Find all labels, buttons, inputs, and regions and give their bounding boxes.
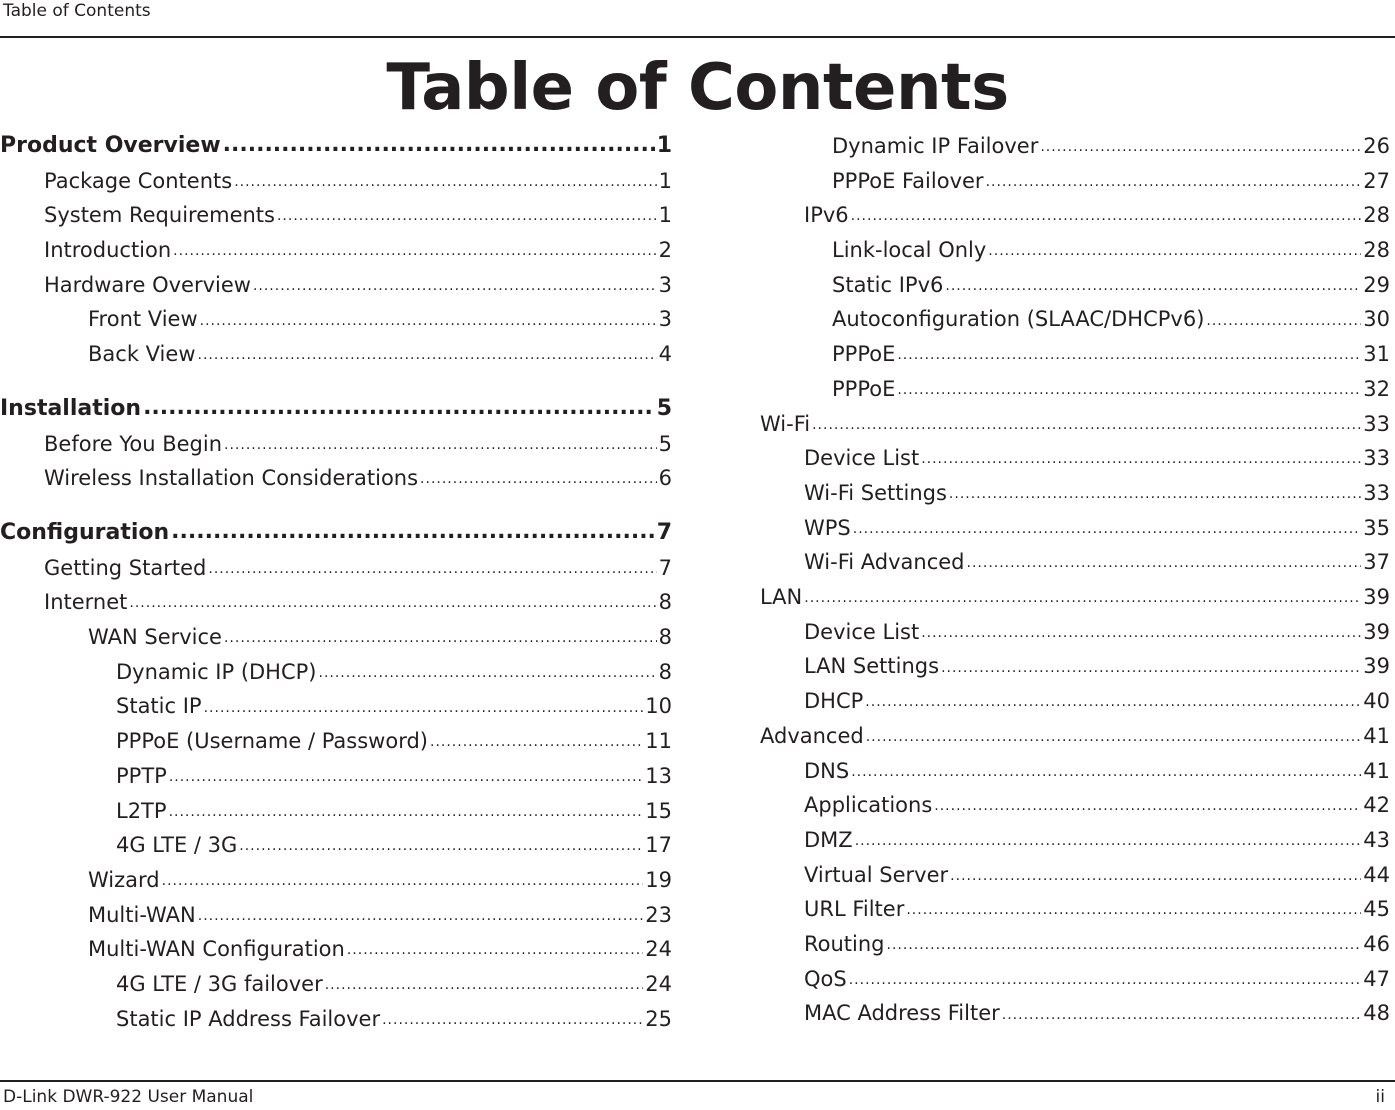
toc-entry[interactable] — [760, 159, 1390, 193]
toc-entry-page: 3 — [658, 272, 672, 297]
toc-entry[interactable] — [0, 615, 672, 649]
toc-entry[interactable] — [760, 124, 1390, 158]
toc-entry-page: 24 — [645, 937, 672, 962]
toc-entry-page: 43 — [1363, 827, 1390, 852]
running-header: Table of Contents — [3, 1, 151, 21]
toc-entry-page: 4 — [658, 342, 672, 367]
footer-manual-name: D-Link DWR-922 User Manual — [3, 1087, 254, 1107]
dot-leader — [1002, 1008, 1361, 1026]
toc-entry[interactable] — [0, 789, 672, 823]
toc-entry-page: 32 — [1363, 376, 1390, 401]
toc-entry[interactable] — [760, 575, 1390, 609]
toc-entry-title: Hardware Overview — [44, 272, 251, 297]
toc-entry-page: 3 — [658, 307, 672, 332]
toc-entry-page: 7 — [658, 555, 672, 580]
toc-entry-title: Before You Begin — [44, 431, 223, 456]
toc-entry-page: 10 — [645, 694, 672, 719]
toc-entry-title: Static IP Address Failover — [116, 1006, 381, 1031]
toc-entry[interactable] — [760, 263, 1390, 297]
dot-leader — [866, 730, 1362, 748]
toc-entry[interactable] — [760, 992, 1390, 1026]
toc-entry[interactable] — [0, 387, 672, 421]
dot-leader — [208, 562, 656, 580]
toc-entry[interactable] — [760, 853, 1390, 887]
toc-entry[interactable] — [760, 783, 1390, 817]
toc-entry-page: 2 — [658, 238, 672, 262]
dot-leader — [851, 765, 1361, 783]
toc-entry-title: LAN Settings — [804, 654, 940, 679]
toc-entry[interactable] — [0, 263, 672, 297]
toc-entry-title: Wizard — [88, 867, 160, 892]
dot-leader — [887, 938, 1362, 956]
toc-entry-title: Multi-WAN Configuration — [88, 937, 345, 962]
dot-leader — [204, 701, 644, 719]
toc-entry-title: Wi-Fi Settings — [804, 480, 947, 505]
toc-entry[interactable] — [760, 610, 1390, 644]
dot-leader — [1040, 140, 1361, 158]
toc-entry[interactable] — [0, 823, 672, 857]
toc-entry-page: 6 — [658, 466, 672, 491]
toc-entry-page: 23 — [645, 902, 672, 927]
dot-leader — [382, 1013, 643, 1031]
toc-entry-page: 41 — [1363, 758, 1390, 783]
toc-entry[interactable] — [0, 511, 672, 545]
footer-page-number: ii — [1375, 1087, 1385, 1107]
dot-leader — [934, 799, 1361, 817]
dot-leader — [855, 834, 1362, 852]
toc-entry-title: Package Contents — [44, 168, 233, 193]
dot-leader — [239, 839, 643, 857]
toc-entry-title: Installation — [0, 395, 142, 421]
dot-leader — [234, 175, 656, 193]
toc-entry-page: 42 — [1363, 793, 1390, 818]
page-title: Table of Contents — [386, 51, 1009, 125]
toc-entry[interactable] — [0, 685, 672, 719]
dot-leader — [143, 397, 655, 421]
dot-leader — [851, 209, 1362, 227]
toc-entry-title: LAN — [760, 585, 803, 609]
toc-entry[interactable] — [760, 714, 1390, 748]
toc-entry[interactable] — [0, 927, 672, 961]
toc-entry-title: L2TP — [116, 798, 167, 823]
toc-entry-title: Front View — [88, 307, 198, 332]
toc-entry[interactable] — [760, 298, 1390, 332]
dot-leader — [169, 770, 643, 788]
toc-entry-title: QoS — [804, 966, 847, 991]
toc-entry[interactable] — [760, 645, 1390, 679]
toc-entry-title: Back View — [88, 342, 196, 367]
toc-entry[interactable] — [760, 436, 1390, 470]
dot-leader — [853, 522, 1362, 540]
toc-entry[interactable] — [760, 367, 1390, 401]
toc-entry[interactable] — [0, 754, 672, 788]
toc-entry[interactable] — [0, 893, 672, 927]
toc-entry[interactable] — [760, 193, 1390, 227]
dot-leader — [347, 943, 643, 961]
dot-leader — [812, 418, 1361, 436]
toc-entry-page: 30 — [1363, 307, 1390, 332]
toc-entry-page: 28 — [1363, 238, 1390, 262]
toc-entry[interactable] — [0, 124, 672, 158]
toc-entry-title: Applications — [804, 793, 933, 818]
toc-entry-page: 39 — [1363, 585, 1390, 609]
toc-entry-page: 44 — [1363, 862, 1390, 887]
toc-entry-page: 15 — [645, 798, 672, 823]
toc-entry[interactable] — [0, 580, 672, 614]
toc-entry[interactable] — [0, 422, 672, 456]
dot-leader — [224, 438, 657, 456]
toc-entry-page: 39 — [1363, 654, 1390, 679]
dot-leader — [162, 874, 644, 892]
toc-entry-page: 1 — [656, 132, 672, 158]
toc-entry-title: Wi-Fi — [760, 411, 811, 436]
toc-entry-title: Configuration — [0, 519, 170, 545]
toc-entry-title: URL Filter — [804, 897, 905, 922]
dot-leader — [921, 626, 1361, 644]
dot-leader — [200, 314, 657, 332]
toc-entry-page: 39 — [1363, 619, 1390, 644]
toc-entry[interactable] — [760, 402, 1390, 436]
toc-entry-page: 8 — [658, 590, 672, 615]
toc-entry-title: Multi-WAN — [88, 902, 196, 927]
dot-leader — [325, 978, 644, 996]
toc-entry-page: 35 — [1363, 515, 1390, 540]
dot-leader — [198, 348, 657, 366]
toc-entry[interactable] — [760, 506, 1390, 540]
toc-entry-title: Getting Started — [44, 555, 207, 580]
toc-entry[interactable] — [0, 298, 672, 332]
toc-entry[interactable] — [760, 540, 1390, 574]
toc-entry-title: Device List — [804, 446, 920, 471]
toc-entry-page: 46 — [1363, 932, 1390, 956]
toc-entry-title: PPPoE — [832, 342, 896, 367]
toc-entry[interactable] — [0, 997, 672, 1031]
toc-entry-title: Dynamic IP (DHCP) — [116, 659, 317, 684]
toc-entry-page: 48 — [1363, 1001, 1390, 1026]
toc-entry-page: 13 — [645, 763, 672, 788]
toc-entry[interactable] — [760, 471, 1390, 505]
toc-entry-title: MAC Address Filter — [804, 1001, 1000, 1026]
toc-entry[interactable] — [0, 228, 672, 262]
toc-entry-title: System Requirements — [44, 203, 275, 228]
toc-entry-title: Advanced — [760, 723, 864, 748]
toc-entry[interactable] — [760, 922, 1390, 956]
dot-leader — [224, 631, 657, 649]
dot-leader — [941, 661, 1361, 679]
toc-entry-page: 8 — [658, 625, 672, 649]
dot-leader — [319, 666, 657, 684]
toc-entry-title: Device List — [804, 619, 920, 644]
dot-leader — [949, 487, 1361, 505]
toc-entry-title: Dynamic IP Failover — [832, 133, 1039, 158]
toc-entry-page: 19 — [645, 867, 672, 892]
toc-entry-page: 1 — [658, 203, 672, 228]
toc-entry-page: 33 — [1363, 446, 1390, 471]
dot-leader — [986, 175, 1362, 193]
toc-entry-title: Introduction — [44, 238, 172, 262]
dot-leader — [988, 244, 1361, 262]
toc-entry-page: 24 — [645, 972, 672, 996]
toc-entry[interactable] — [760, 228, 1390, 262]
toc-entry-page: 45 — [1363, 897, 1390, 922]
toc-entry-title: PPPoE — [832, 376, 896, 401]
toc-entry-page: 27 — [1363, 168, 1390, 193]
toc-entry-page: 5 — [658, 431, 672, 456]
toc-entry[interactable] — [760, 887, 1390, 921]
toc-entry[interactable] — [0, 719, 672, 753]
toc-entry-title: WPS — [804, 515, 851, 540]
dot-leader — [945, 279, 1361, 297]
toc-entry-title: 4G LTE / 3G failover — [116, 972, 323, 996]
toc-entry[interactable] — [760, 957, 1390, 991]
dot-leader — [129, 596, 656, 614]
dot-leader — [171, 521, 655, 545]
dot-leader — [897, 348, 1361, 366]
footer-rule — [0, 1080, 1395, 1082]
dot-leader — [169, 805, 644, 823]
toc-entry-page: 33 — [1363, 480, 1390, 505]
toc-entry-page: 37 — [1363, 550, 1390, 575]
toc-entry-title: Internet — [44, 590, 128, 615]
dot-leader — [198, 909, 644, 927]
toc-entry-title: 4G LTE / 3G — [116, 833, 238, 858]
toc-entry[interactable] — [0, 159, 672, 193]
toc-entry-title: Wireless Installation Considerations — [44, 466, 419, 491]
toc-entry-title: Wi-Fi Advanced — [804, 550, 965, 575]
toc-entry-page: 41 — [1363, 723, 1390, 748]
toc-entry-page: 17 — [645, 833, 672, 858]
toc-entry-page: 11 — [645, 729, 672, 754]
toc-entry-title: Product Overview — [0, 132, 221, 158]
toc-entry-page: 7 — [656, 519, 672, 545]
toc-entry-page: 25 — [645, 1006, 672, 1031]
dot-leader — [865, 695, 1361, 713]
toc-entry-title: Static IPv6 — [832, 272, 944, 297]
toc-entry[interactable] — [0, 962, 672, 996]
toc-entry[interactable] — [760, 332, 1390, 366]
toc-entry-title: PPPoE (Username / Password) — [116, 729, 428, 754]
toc-entry[interactable] — [0, 546, 672, 580]
toc-entry[interactable] — [760, 679, 1390, 713]
dot-leader — [277, 209, 657, 227]
dot-leader — [967, 556, 1362, 574]
toc-entry[interactable] — [0, 650, 672, 684]
toc-entry-page: 5 — [656, 395, 672, 421]
toc-entry[interactable] — [0, 858, 672, 892]
toc-entry-title: Virtual Server — [804, 862, 949, 887]
dot-leader — [253, 279, 657, 297]
dot-leader — [897, 383, 1361, 401]
toc-entry-page: 47 — [1363, 966, 1390, 991]
toc-entry-title: Routing — [804, 932, 885, 956]
toc-entry-title: PPTP — [116, 763, 167, 788]
dot-leader — [173, 244, 656, 262]
toc-entry[interactable] — [0, 332, 672, 366]
toc-entry[interactable] — [760, 818, 1390, 852]
toc-entry-page: 28 — [1363, 203, 1390, 228]
toc-entry[interactable] — [760, 749, 1390, 783]
toc-entry-title: Static IP — [116, 694, 202, 719]
toc-entry-title: DNS — [804, 758, 850, 783]
toc-entry-page: 40 — [1363, 689, 1390, 714]
dot-leader — [420, 472, 657, 490]
toc-entry-page: 1 — [658, 168, 672, 193]
toc-entry[interactable] — [0, 193, 672, 227]
dot-leader — [1206, 314, 1361, 332]
toc-entry-page: 26 — [1363, 133, 1390, 158]
dot-leader — [906, 903, 1361, 921]
toc-entry-title: Link-local Only — [832, 238, 987, 262]
toc-entry-title: DHCP — [804, 689, 864, 714]
toc-entry-page: 33 — [1363, 411, 1390, 436]
toc-entry-page: 31 — [1363, 342, 1390, 367]
dot-leader — [950, 869, 1361, 887]
dot-leader — [849, 973, 1362, 991]
toc-entry[interactable] — [0, 456, 672, 490]
toc-entry-title: Autoconfiguration (SLAAC/DHCPv6) — [832, 307, 1205, 332]
toc-entry-page: 8 — [658, 659, 672, 684]
dot-leader — [921, 452, 1361, 470]
dot-leader — [430, 735, 643, 753]
toc-entry-page: 29 — [1363, 272, 1390, 297]
dot-leader — [804, 591, 1361, 609]
toc-entry-title: PPPoE Failover — [832, 168, 984, 193]
toc-entry-title: IPv6 — [804, 203, 849, 228]
header-rule — [0, 36, 1395, 38]
toc-entry-title: WAN Service — [88, 625, 222, 649]
dot-leader — [223, 134, 655, 158]
toc-entry-title: DMZ — [804, 827, 853, 852]
